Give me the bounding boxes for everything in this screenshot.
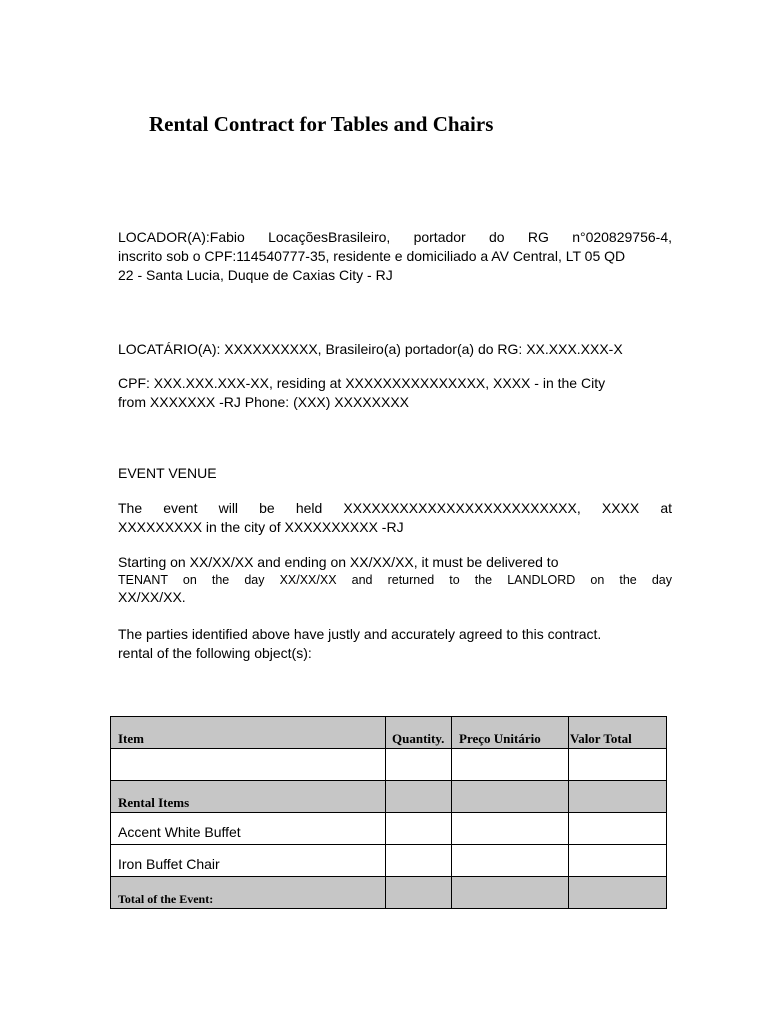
- table-cell: [452, 781, 569, 813]
- tenant-paragraph-2: [118, 374, 672, 412]
- table-row: [111, 749, 667, 781]
- landlord-line-1: LOCADOR(A):Fabio LocaçõesBrasileiro, portador do RG n°020829756-4,: [118, 229, 672, 245]
- venue-heading: EVENT VENUE: [118, 465, 217, 481]
- dates-line-2: TENANT on the day XX/XX/XX and returned to the LANDLORD on the day: [118, 573, 672, 587]
- landlord-line-3: 22 - Santa Lucia, Duque de Caxias City - RJ: [118, 267, 393, 283]
- table-cell: [386, 877, 452, 909]
- landlord-line-2: inscrito sob o CPF:114540777-35, residente e domiciliado a AV Central, LT 05 QD: [118, 248, 626, 264]
- dates-line-3: XX/XX/XX.: [118, 589, 186, 605]
- table-cell: [569, 845, 667, 877]
- table-cell: [569, 781, 667, 813]
- table-cell: [569, 749, 667, 781]
- table-cell: [386, 749, 452, 781]
- agreement-line-1: The parties identified above have justly and accurately agreed to this contract.: [118, 626, 602, 642]
- table-cell: [386, 813, 452, 845]
- header-unit-price: Preço Unitário: [452, 717, 569, 749]
- table-cell: [569, 813, 667, 845]
- table-cell: [569, 877, 667, 909]
- venue-paragraph: [118, 499, 672, 537]
- table-cell: [386, 845, 452, 877]
- table-header-row: [111, 717, 667, 749]
- dates-line-1: Starting on XX/XX/XX and ending on XX/XX/XX, it must be delivered to: [118, 554, 559, 570]
- total-label: Total of the Event:: [111, 877, 386, 909]
- agreement-line-2: rental of the following object(s):: [118, 645, 312, 661]
- table-row: [111, 813, 667, 845]
- header-quantity: Quantity.: [386, 717, 452, 749]
- table-section-row: [111, 781, 667, 813]
- tenant-line-3: from XXXXXXX -RJ Phone: (XXX) XXXXXXXX: [118, 394, 409, 410]
- table-cell: [111, 749, 386, 781]
- rental-items-table: [110, 716, 667, 909]
- agreement-paragraph: [118, 625, 672, 663]
- document-title: Rental Contract for Tables and Chairs: [149, 112, 494, 136]
- header-item: Item: [111, 717, 386, 749]
- item-accent-white-buffet: Accent White Buffet: [111, 813, 386, 845]
- table-cell: [452, 845, 569, 877]
- table-cell: [386, 781, 452, 813]
- table-cell: [452, 877, 569, 909]
- tenant-line-1: LOCATÁRIO(A): XXXXXXXXXX, Brasileiro(a) portador(a) do RG: XX.XXX.XXX-X: [118, 341, 623, 357]
- venue-line-1: The event will be held XXXXXXXXXXXXXXXXXXXXXXXXX, XXXX at: [118, 500, 672, 516]
- table-total-row: [111, 877, 667, 909]
- venue-line-2: XXXXXXXXX in the city of XXXXXXXXXX -RJ: [118, 519, 404, 535]
- item-iron-buffet-chair: Iron Buffet Chair: [111, 845, 386, 877]
- header-total-value: Valor Total: [569, 717, 667, 749]
- landlord-paragraph: [118, 228, 672, 285]
- dates-paragraph: [118, 553, 672, 607]
- tenant-paragraph-1: [118, 340, 672, 359]
- table-row: [111, 845, 667, 877]
- section-label: Rental Items: [111, 781, 386, 813]
- tenant-line-2: CPF: XXX.XXX.XXX-XX, residing at XXXXXXXXXXXXXXX, XXXX - in the City: [118, 375, 606, 391]
- table-cell: [452, 813, 569, 845]
- table-cell: [452, 749, 569, 781]
